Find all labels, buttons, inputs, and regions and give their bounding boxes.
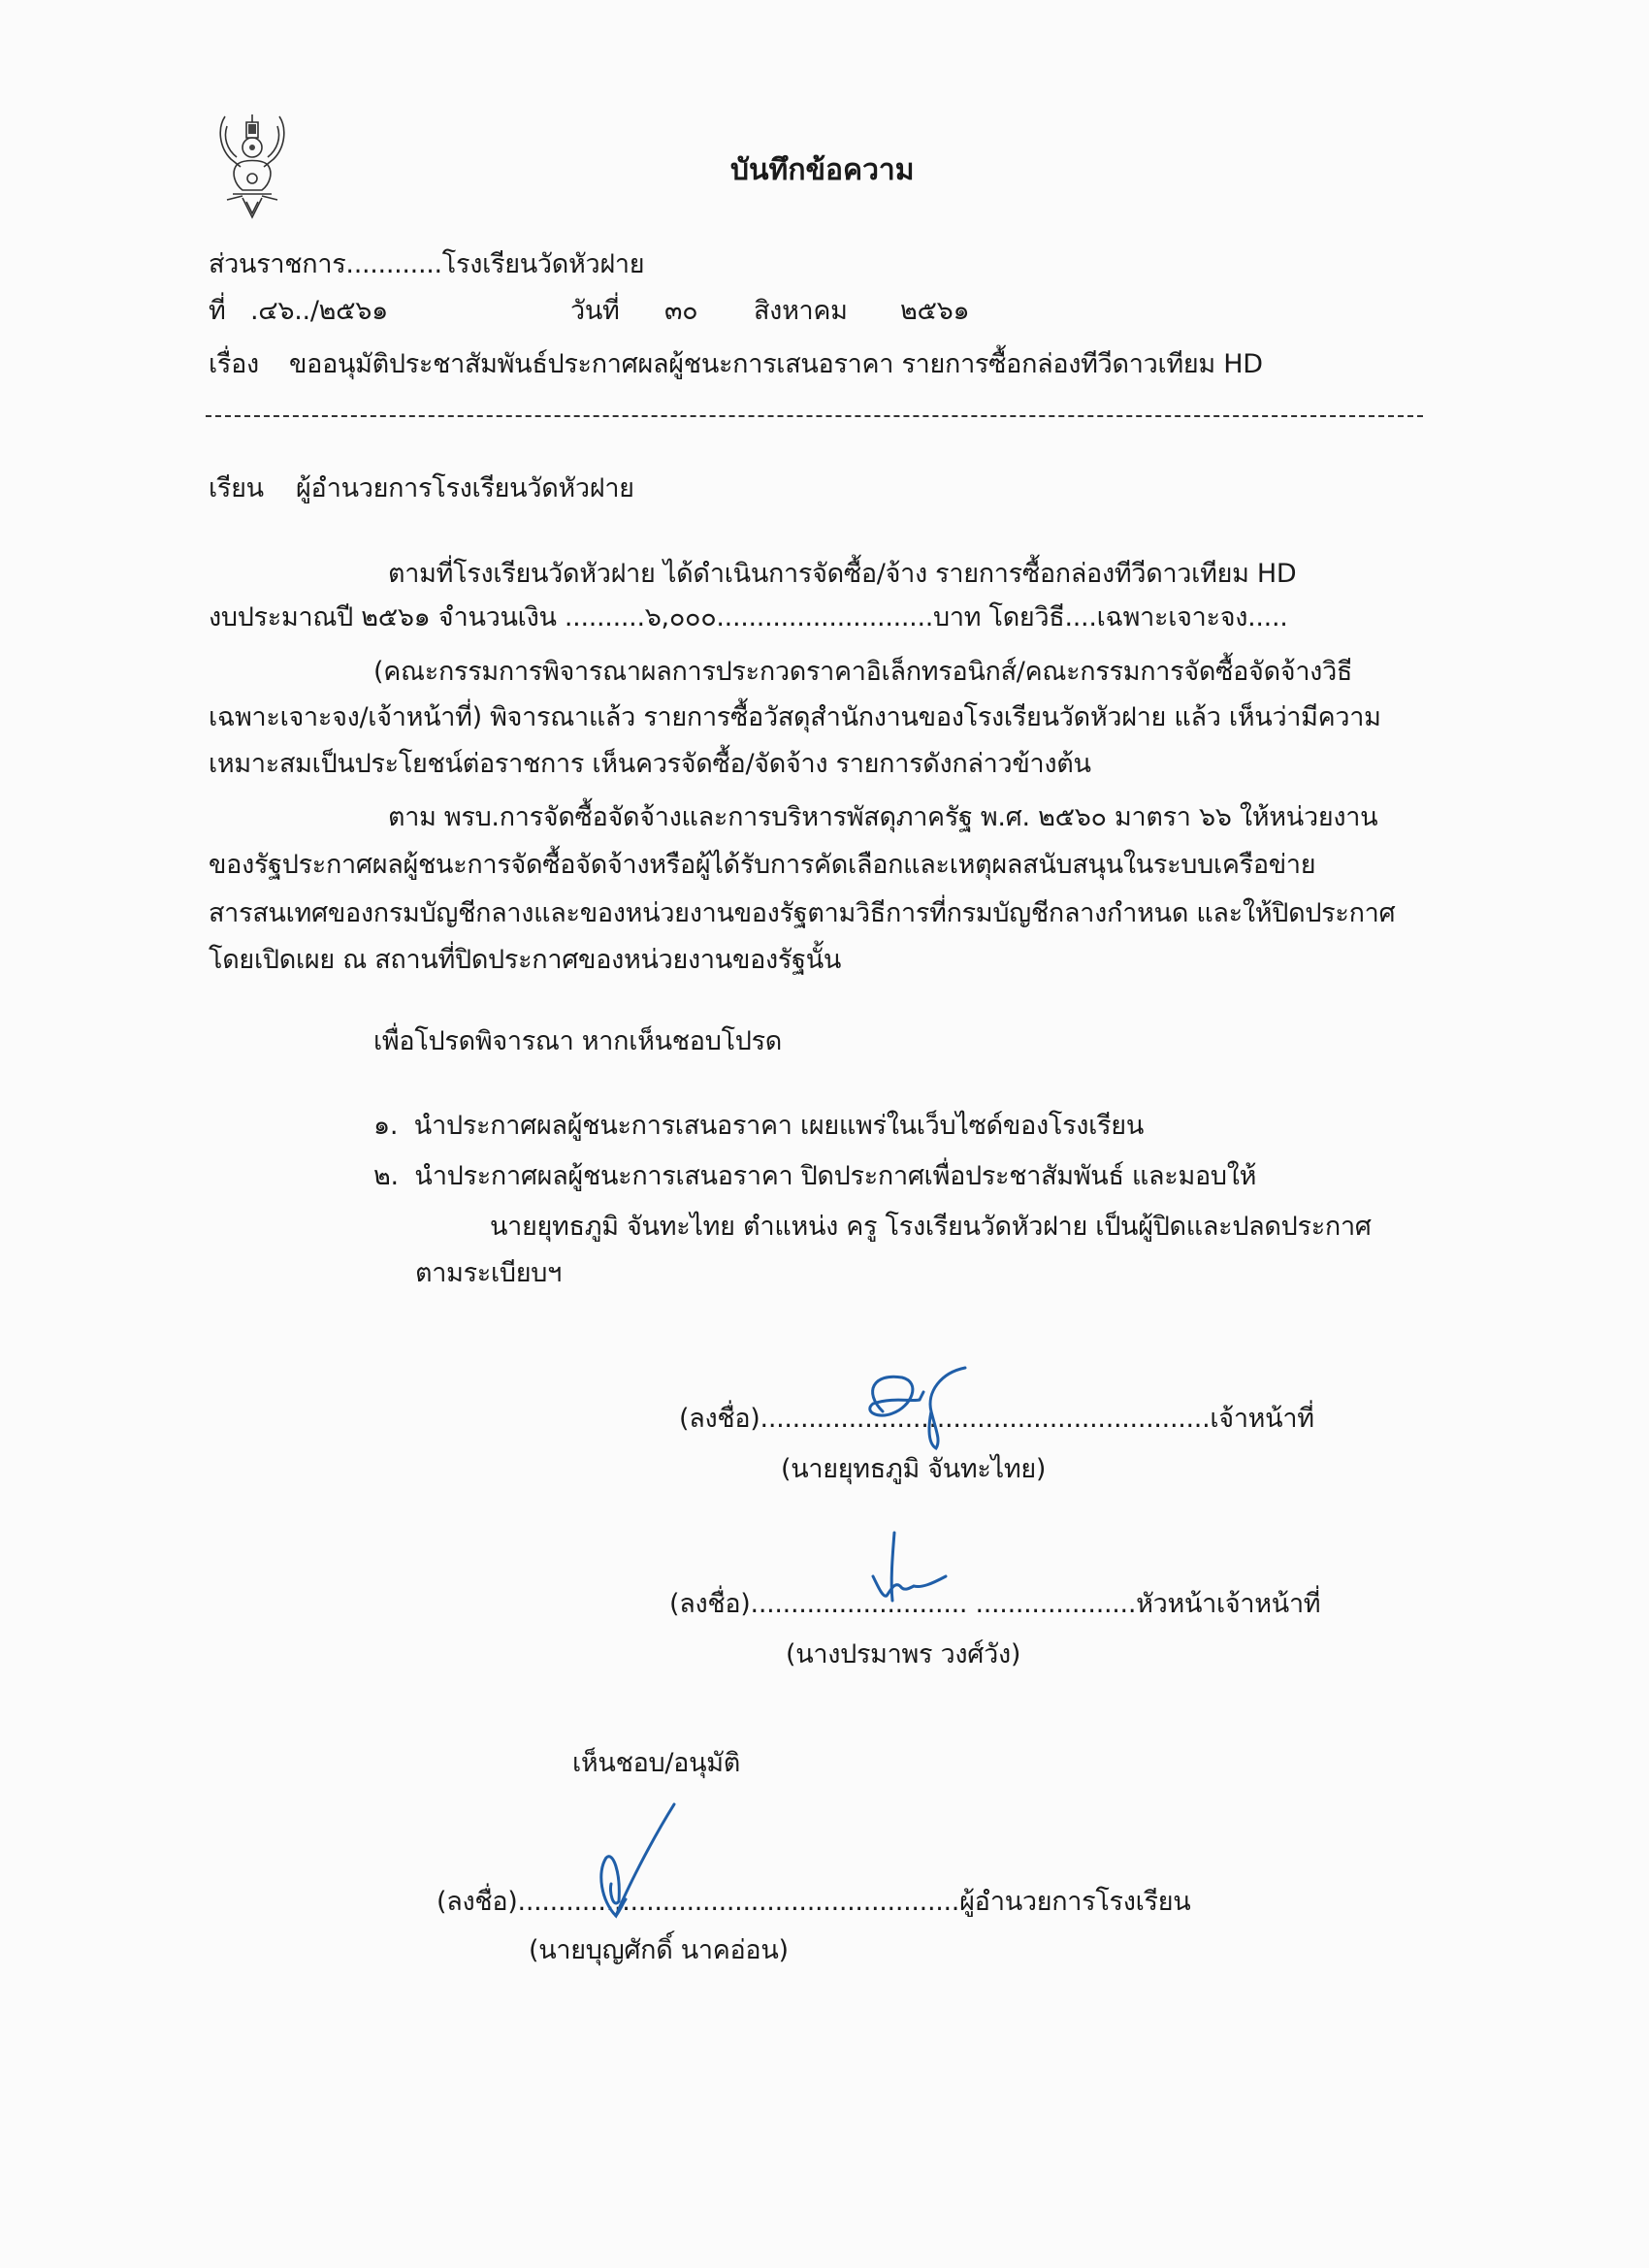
body-p3-line1: ตาม พรบ.การจัดซื้อจัดจ้างและการบริหารพัสดุภาครัฐ พ.ศ. ๒๕๖๐ มาตรา ๖๖ ให้หน่วยงาน (388, 802, 1378, 832)
item-1-text: นำประกาศผลผู้ชนะการเสนอราคา เผยแพร่ในเว็บไซด์ของโรงเรียน (413, 1111, 1144, 1141)
request-line: เพื่อโปรดพิจารณา หากเห็นชอบโปรด (373, 1026, 783, 1056)
header-divider (206, 415, 1423, 417)
ref-number: .๔๖../๒๕๖๑ (250, 296, 388, 326)
signer-name-director: (นายบุญศักดิ์ นาคอ่อน) (529, 1935, 789, 1965)
signer-name-head-officer: (นางปรมาพร วงศ์วัง) (786, 1639, 1021, 1669)
agency-dots: ............ (345, 249, 442, 279)
item-2 (373, 1159, 1256, 1194)
sign-dots: ....................................................... (517, 1887, 960, 1917)
agency-label: ส่วนราชการ (209, 249, 346, 279)
item-2-continued: นายยุทธภูมิ จันทะไทย ตำแหน่ง ครู โรงเรียนวัดหัวฝาย เป็นผู้ปิดและปลดประกาศ (490, 1212, 1372, 1242)
date-label: วันที่ (570, 296, 620, 326)
handwritten-signature-officer-icon (834, 1344, 989, 1455)
signer-name-officer: (นายยุทธภูมิ จันทะไทย) (781, 1454, 1047, 1484)
body-p2-line2: เฉพาะเจาะจง/เจ้าหน้าที่) พิจารณาแล้ว รายการซื้อวัสดุสำนักงานของโรงเรียนวัดหัวฝาย แล้ว เห็นว่ามีความ (209, 702, 1381, 732)
agency-line (209, 247, 644, 282)
to-value: ผู้อำนวยการโรงเรียนวัดหัวฝาย (296, 473, 634, 503)
sign-role: เจ้าหน้าที่ (1210, 1404, 1314, 1434)
subject-value: ขออนุมัติประชาสัมพันธ์ประกาศผลผู้ชนะการเสนอราคา รายการซื้อกล่องทีวีดาวเทียม HD (289, 349, 1263, 379)
body-p3-line3: สารสนเทศของกรมบัญชีกลางและของหน่วยงานของรัฐตามวิธีการที่กรมบัญชีกลางกำหนด และให้ปิดประกาศ (209, 898, 1396, 928)
garuda-emblem-icon (213, 109, 291, 225)
ref-label: ที่ (209, 296, 226, 326)
signature-line-officer (679, 1402, 1314, 1437)
signature-line-director (436, 1885, 1190, 1920)
body-p2-line1: (คณะกรรมการพิจารณาผลการประกวดราคาอิเล็กทรอนิกส์/คณะกรรมการจัดซื้อจัดจ้างวิธี (373, 657, 1353, 687)
sign-prefix: (ลงชื่อ) (436, 1887, 518, 1917)
sign-role: ผู้อำนวยการโรงเรียน (959, 1887, 1191, 1917)
body-p3-line2: ของรัฐประกาศผลผู้ชนะการจัดซื้อจัดจ้างหรือผู้ได้รับการคัดเลือกและเหตุผลสนับสนุนในระบบเครือข่าย (209, 850, 1316, 880)
sign-role: หัวหน้าเจ้าหน้าที่ (1136, 1589, 1321, 1619)
item-2-text: นำประกาศผลผู้ชนะการเสนอราคา ปิดประกาศเพื่อประชาสัมพันธ์ และมอบให้ (414, 1161, 1257, 1191)
subject-label: เรื่อง (209, 349, 259, 379)
to-label: เรียน (209, 473, 264, 503)
memo-title: บันทึกข้อความ (730, 153, 915, 187)
body-p2-line3: เหมาะสมเป็นประโยชน์ต่อราชการ เห็นควรจัดซื้อ/จัดจ้าง รายการดังกล่าวข้างต้น (209, 749, 1091, 779)
sign-dots: ........................................................ (760, 1404, 1211, 1434)
date-year: ๒๕๖๑ (900, 296, 970, 326)
date-day: ๓๐ (664, 296, 698, 326)
item-2-number: ๒. (373, 1161, 399, 1191)
signature-line-head-officer (669, 1587, 1320, 1622)
item-1-number: ๑. (373, 1111, 399, 1141)
date-month: สิงหาคม (754, 296, 848, 326)
sign-dots: ........................... .................... (750, 1589, 1137, 1619)
body-p1-line1: ตามที่โรงเรียนวัดหัวฝาย ได้ดำเนินการจัดซื้อ/จ้าง รายการซื้อกล่องทีวีดาวเทียม HD (388, 559, 1297, 589)
sign-prefix: (ลงชื่อ) (669, 1589, 751, 1619)
item-2-continued-2: ตามระเบียบฯ (415, 1258, 562, 1288)
body-p1-line2: งบประมาณปี ๒๕๖๑ จำนวนเงิน ..........๖,๐๐๐...........................บาท โดยวิธี....เฉพาะเจาะจง..... (209, 602, 1288, 632)
approval-text: เห็นชอบ/อนุมัติ (572, 1748, 740, 1778)
item-1 (373, 1109, 1144, 1144)
handwritten-signature-director-icon (553, 1795, 689, 1921)
agency-value: โรงเรียนวัดหัวฝาย (441, 249, 645, 279)
sign-prefix: (ลงชื่อ) (679, 1404, 760, 1434)
body-p3-line4: โดยเปิดเผย ณ สถานที่ปิดประกาศของหน่วยงานของรัฐนั้น (209, 945, 842, 975)
handwritten-signature-head-officer-icon (854, 1528, 970, 1610)
